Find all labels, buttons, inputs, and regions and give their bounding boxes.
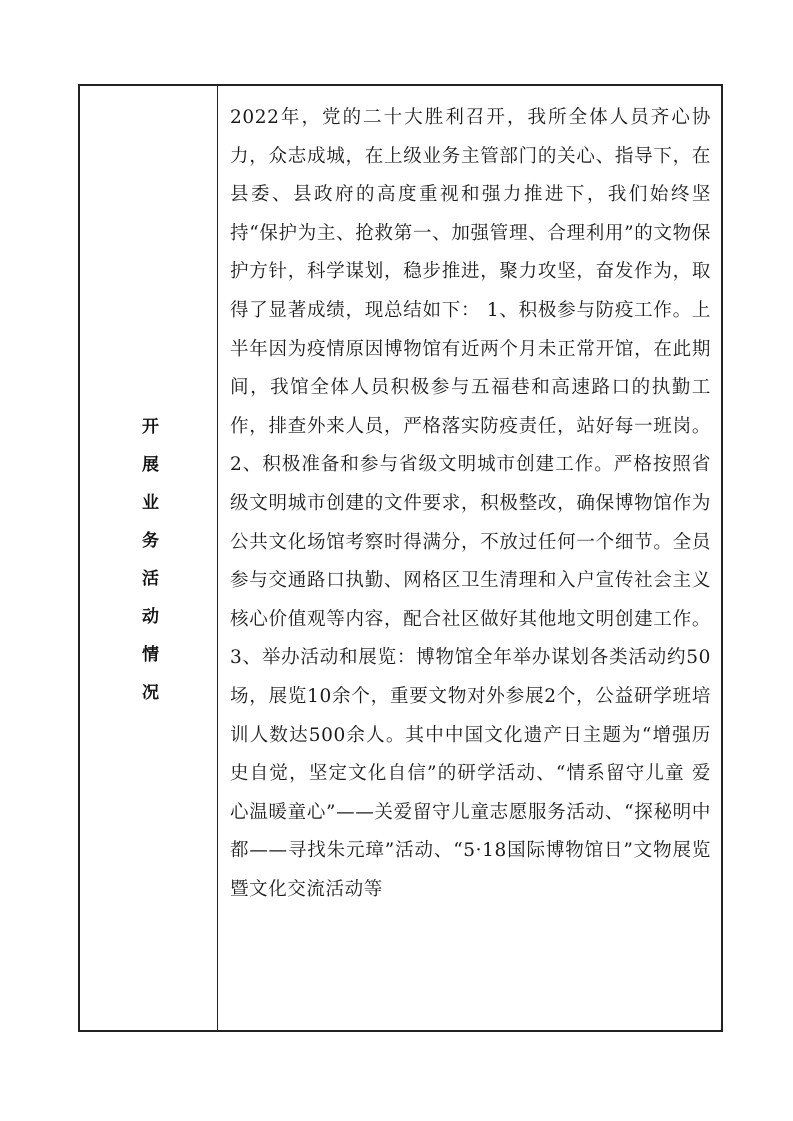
- section-label-cell: [80, 86, 218, 1030]
- section-label: 开展业务活动情况: [138, 417, 158, 721]
- form-table: [78, 84, 723, 1032]
- section-content: 2022年，党的二十大胜利召开，我所全体人员齐心协力，众志成城，在上级业务主管部门的关心、指导下，在县委、县政府的高度重视和强力推进下，我们始终坚持“保护为主、抢救第一、加强管理、合理利用”的文物保护方针，科学谋划，稳步推进，聚力攻坚，奋发作为，取得了显著成绩，现总结如下： 1、积极参与防疫工作。上半年因为疫情原因博物馆有近两个月未正常开馆，在此期间，我馆全体人员积极参与五福巷和高速路口的执勤工作，排查外来人员，严格落实防疫责任，站好每一班岗。 2、积极准备和参与省级文明城市创建工作。严格按照省级文明城市创建的文件要求，积极整改，确保博物馆作为公共文化场馆考察时得满分，不放过任何一个细节。全员参与交通路口执勤、网格区卫生清理和入户宣传社会主义核心价值观等内容，配合社区做好其他地文明创建工作。3、举办活动和展览：博物馆全年举办谋划各类活动约50场，展览10余个，重要文物对外参展2个，公益研学班培训人数达500余人。其中中国文化遗产日主题为“增强历史自觉，坚定文化自信”的研学活动、“情系留守儿童 爱心温暖童心”——关爱留守儿童志愿服务活动、“探秘明中都——寻找朱元璋”活动、“5·18国际博物馆日”文物展览暨文化交流活动等: [230, 107, 711, 900]
- section-content-cell: [218, 86, 721, 1030]
